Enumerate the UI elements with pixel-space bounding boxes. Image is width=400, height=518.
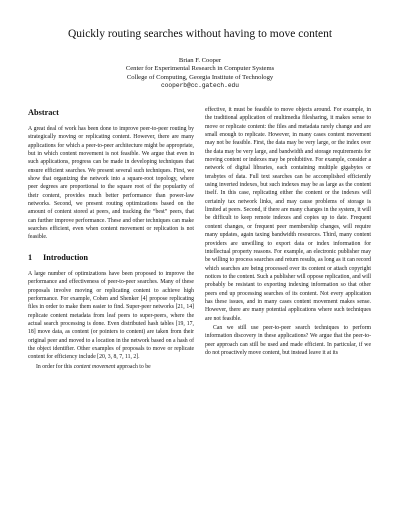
intro-p2-start: In order for this bbox=[36, 363, 74, 370]
section-title: Introduction bbox=[43, 252, 89, 262]
author-name: Brian F. Cooper bbox=[178, 57, 222, 64]
affiliation-line-2: College of Computing, Georgia Institute of Technology bbox=[126, 73, 274, 81]
section-heading-introduction bbox=[28, 253, 194, 263]
paper-title: Quickly routing searches without having to move content bbox=[67, 28, 333, 40]
intro-paragraph-continued: effective, it must be feasible to move objects around. For example, in the traditional application of multimedia filesharing, it makes sense to move or replicate content: the files and metadata rarely change and are small enough to replicate. However, in many cases content movement may not be feasible. First, the data may be very large, or the index over the data may be very large, and bandwidth and storage requirements for moving content or indexes may be prohibitive. For example, consider a network of digital libraries, each containing multiple gigabytes or terabytes of data. Full text searches can be accomplished efficiently using inverted indexes, but such indexes may be as large as the content itself. In this case, replicating either the content or the indexes will certainly tax network links, and may cause problems of storage is limited at peers. Second, if there are many changes in the system, it will be difficult to keep remote indexes and copies up to date. Frequent content changes, or frequent peer membership changes, will require many updates, again taxing bandwidth resources. Third, many content providers are unwilling to export data or index information for intellectual property reasons. For example, an electronic publisher may be willing to process searches and return results, as long as it can record which searches are being processed over its content or attach copyright notices to the content. Such a publisher will oppose replication, and will probably be resistant to exporting indexing information so that other peers end up processing searches of its content. Not every application has these issues, and in many cases content movement makes sense. However, there are many potential applications where such techniques are not feasible. bbox=[205, 107, 371, 322]
intro-paragraph-3: Can we still use peer-to-peer search techniques to perform information discovery in these applications? We argue that the peer-to-peer approach can still be used and made efficient. In particular, if we do not proactively move content, but instead leave it at its bbox=[205, 324, 371, 356]
affiliation-line-1: Center for Experimental Research in Computer Systems bbox=[125, 65, 275, 73]
right-column bbox=[205, 106, 371, 357]
left-column bbox=[28, 108, 194, 371]
intro-p2-end: approach to be bbox=[115, 363, 151, 370]
author-block bbox=[0, 57, 400, 91]
abstract-heading: Abstract bbox=[28, 108, 59, 117]
intro-paragraph-1: A large number of optimizations have been proposed to improve the performance and effectiveness of peer-to-peer searches. Many of these proposals involve moving or replicating content to achieve high performance. For example, Cohen and Shenker [4] propose replicating files in order to make them easier to find. Super-peer networks [21, 14] replicate content metadata from leaf peers to super-peers, where the actual search processing is done. Even distributed hash tables [19, 17, 18] move data, as content (or pointers to content) are taken from their original peer and moved to a location in the network based on a hash of the object identifier. Other examples of proposals to move or replicate content for efficiency include [20, 3, 8, 7, 11, 2]. bbox=[28, 270, 194, 361]
author-email: cooperb@cc.gatech.edu bbox=[161, 82, 239, 90]
section-number: 1 bbox=[28, 252, 33, 262]
abstract-text: A great deal of work has been done to improve peer-to-peer routing by strategically moving or replicating content. However, there are many applications for which a peer-to-peer architecture might be appropriate, but in which content movement is not feasible. We argue that even in such applications, progress can be made in developing techniques that ensure efficient searches. We present several such techniques. First, we show that organizing the network into a square-root topology, where peer degrees are proportional to the square root of the popularity of their content, provides much better performance than power-law networks. Second, we present routing optimizations based on the amount of content stored at peers, and tracking the “best” peers, that can further improve performance. These and other techniques can make searches efficient, even when content movement or replication is not feasible. bbox=[28, 126, 194, 241]
intro-p2-emphasis: content movement bbox=[73, 363, 116, 370]
intro-paragraph-2 bbox=[28, 363, 194, 371]
